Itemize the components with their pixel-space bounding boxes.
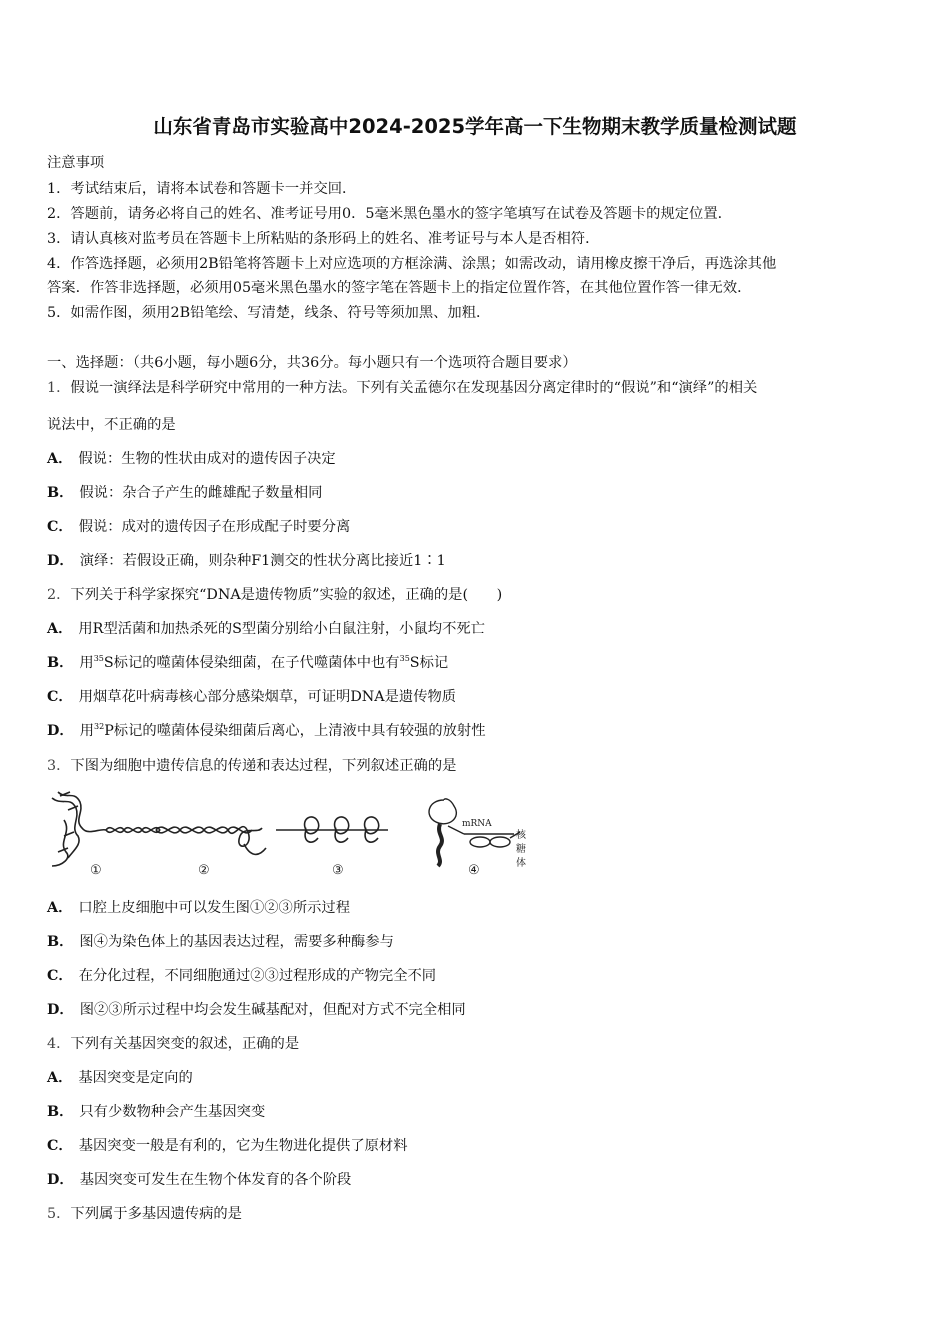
q3-option-b[interactable] xyxy=(47,931,394,951)
isotope-mass: 35 xyxy=(93,654,104,664)
q1-option-b[interactable] xyxy=(47,482,322,502)
ribosome-label-2: 糖 xyxy=(516,844,526,855)
option-text: 口腔上皮细胞中可以发生图①②③所示过程 xyxy=(78,900,351,916)
q4-option-b[interactable] xyxy=(47,1101,265,1121)
option-letter: D． xyxy=(47,553,74,569)
translation-figure xyxy=(276,817,388,842)
q4-option-c[interactable] xyxy=(47,1135,408,1155)
option-letter: D． xyxy=(47,1002,74,1018)
question-text: 下列有关基因突变的叙述，正确的是 xyxy=(70,1036,300,1052)
question-number: 1． xyxy=(47,380,71,396)
question-number: 4． xyxy=(47,1036,71,1052)
q2-option-d[interactable] xyxy=(47,720,486,740)
option-text: 假说：生物的性状由成对的遗传因子决定 xyxy=(78,451,336,467)
figure-label-1: ① xyxy=(90,863,102,878)
question-number: 2． xyxy=(47,587,71,603)
option-text: 图②③所示过程中均会发生碱基配对，但配对方式不完全相同 xyxy=(79,1002,466,1018)
ribosome-label-1: 核 xyxy=(516,830,526,841)
isotope-mass: 35 xyxy=(399,654,410,664)
q1-option-d[interactable] xyxy=(47,550,446,570)
option-text: 基因突变可发生在生物个体发育的各个阶段 xyxy=(79,1172,352,1188)
option-letter: B． xyxy=(47,485,74,501)
question-3-stem xyxy=(47,755,456,775)
question-1-stem-cont: 说法中，不正确的是 xyxy=(47,417,176,433)
option-text: 演绎：若假设正确，则杂种F1测交的性状分离比接近1∶1 xyxy=(79,553,446,569)
question-text: 下列关于科学家探究“DNA是遗传物质”实验的叙述，正确的是( ) xyxy=(70,587,503,603)
question-number: 3． xyxy=(47,758,71,774)
q4-option-a[interactable] xyxy=(47,1067,193,1087)
option-letter: D． xyxy=(47,1172,74,1188)
option-letter: D． xyxy=(47,723,74,739)
q3-option-a[interactable] xyxy=(47,897,350,917)
question-text: 下图为细胞中遗传信息的传递和表达过程，下列叙述正确的是 xyxy=(70,758,457,774)
section-heading: 一、选择题：（共6小题，每小题6分，共36分。每小题只有一个选项符合题目要求） xyxy=(47,355,577,371)
option-letter: A． xyxy=(47,451,73,467)
q3-option-c[interactable] xyxy=(47,965,436,985)
option-letter: C． xyxy=(47,1138,73,1154)
option-letter: C． xyxy=(47,689,73,705)
q3-option-d[interactable] xyxy=(47,999,466,1019)
option-text-pre: 用 xyxy=(79,655,94,671)
question-1-stem xyxy=(47,377,757,397)
option-letter: A． xyxy=(47,1070,73,1086)
notice-item-2: 2．答题前，请务必将自己的姓名、准考证号用0．5毫米黑色墨水的签字笔填写在试卷及答题卡的规定位置． xyxy=(47,206,732,222)
figure-label-4: ④ xyxy=(468,863,480,878)
option-letter: C． xyxy=(47,968,73,984)
mrna-label: mRNA xyxy=(462,819,492,829)
gene-expression-diagram xyxy=(44,786,534,881)
option-text-post: S标记 xyxy=(409,655,449,671)
option-letter: B． xyxy=(47,655,74,671)
option-text: 用R型活菌和加热杀死的S型菌分别给小白鼠注射，小鼠均不死亡 xyxy=(78,621,485,637)
question-5-stem xyxy=(47,1203,242,1223)
option-text: 基因突变一般是有利的，它为生物进化提供了原材料 xyxy=(78,1138,408,1154)
question-text: 下列属于多基因遗传病的是 xyxy=(70,1206,242,1222)
question-4-stem xyxy=(47,1033,299,1053)
question-text: 假说一演绎法是科学研究中常用的一种方法。下列有关孟德尔在发现基因分离定律时的“假说”和“演绎”的相关 xyxy=(70,380,758,396)
notice-item-1: 1．考试结束后，请将本试卷和答题卡一并交回． xyxy=(47,181,357,197)
option-text: 只有少数物种会产生基因突变 xyxy=(79,1104,266,1120)
isotope-mass: 32 xyxy=(94,722,105,732)
option-letter: B． xyxy=(47,934,74,950)
option-text-post: P标记的噬菌体侵染细菌后离心，上清液中具有较强的放射性 xyxy=(104,723,486,739)
exam-title: 山东省青岛市实验高中2024-2025学年高一下生物期末教学质量检测试题 xyxy=(153,115,797,138)
option-letter: A． xyxy=(47,900,73,916)
figure-label-3: ③ xyxy=(332,863,344,878)
option-letter: A． xyxy=(47,621,73,637)
option-text-pre: 用 xyxy=(79,723,94,739)
option-text: 图④为染色体上的基因表达过程，需要多种酶参与 xyxy=(79,934,394,950)
notice-heading: 注意事项 xyxy=(47,155,105,171)
notice-item-4-cont: 答案．作答非选择题，必须用05毫米黑色墨水的签字笔在答题卡上的指定位置作答，在其他位置作答一律无效． xyxy=(47,280,752,296)
question-number: 5． xyxy=(47,1206,71,1222)
q1-option-a[interactable] xyxy=(47,448,336,468)
option-text: 在分化过程，不同细胞通过②③过程形成的产物完全不同 xyxy=(78,968,437,984)
question-2-stem xyxy=(47,584,502,604)
q2-option-c[interactable] xyxy=(47,686,456,706)
option-text-mid: S标记的噬菌体侵染细菌，在子代噬菌体中也有 xyxy=(103,655,400,671)
q1-option-c[interactable] xyxy=(47,516,350,536)
notice-item-3: 3．请认真核对监考员在答题卡上所粘贴的条形码上的姓名、准考证号与本人是否相符． xyxy=(47,231,600,247)
option-text: 假说：成对的遗传因子在形成配子时要分离 xyxy=(78,519,351,535)
bacterial-expression-figure xyxy=(429,799,520,866)
replication-figure xyxy=(52,792,160,866)
figure-label-2: ② xyxy=(198,863,210,878)
option-letter: C． xyxy=(47,519,73,535)
option-letter: B． xyxy=(47,1104,74,1120)
option-text: 假说：杂合子产生的雌雄配子数量相同 xyxy=(79,485,323,501)
notice-item-5: 5．如需作图，须用2B铅笔绘、写清楚，线条、符号等须加黑、加粗． xyxy=(47,305,491,321)
ribosome-label-3: 体 xyxy=(516,858,526,869)
q4-option-d[interactable] xyxy=(47,1169,351,1189)
q2-option-b[interactable] xyxy=(47,652,448,672)
transcription-figure xyxy=(156,827,266,855)
option-text: 用烟草花叶病毒核心部分感染烟草，可证明DNA是遗传物质 xyxy=(78,689,457,705)
q2-option-a[interactable] xyxy=(47,618,485,638)
option-text: 基因突变是定向的 xyxy=(78,1070,193,1086)
notice-item-4: 4．作答选择题，必须用2B铅笔将答题卡上对应选项的方框涂满、涂黑；如需改动，请用橡皮擦干净后，再选涂其他 xyxy=(47,256,777,272)
